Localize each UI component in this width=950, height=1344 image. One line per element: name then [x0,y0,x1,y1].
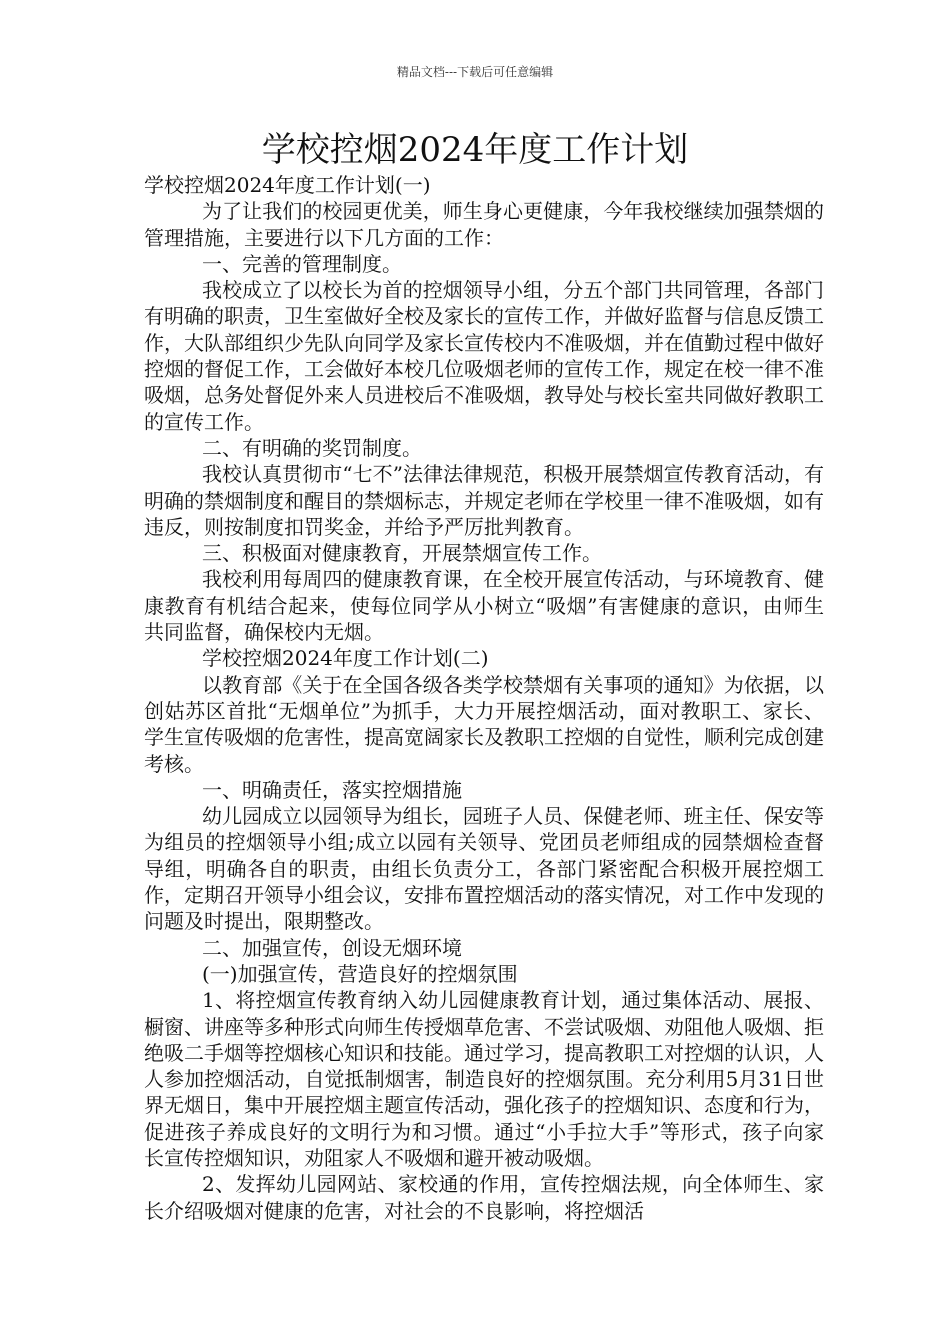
section-heading: 二、加强宣传，创设无烟环境 [202,935,462,960]
subtitle: 学校控烟2024年度工作计划(二) [202,646,489,671]
page-header: 精品文档---下载后可任意编辑 [396,65,554,79]
subsection-heading: (一)加强宣传，营造良好的控烟氛围 [202,961,518,986]
document-body [144,172,824,1224]
section-heading: 二、有明确的奖罚制度。 [202,435,422,460]
paragraph: 1、将控烟宣传教育纳入幼儿园健康教育计划，通过集体活动、展报、橱窗、讲座等多种形式向师生传授烟草危害、不尝试吸烟、劝阻他人吸烟、拒绝吸二手烟等控烟核心知识和技能。通过学习，提高教职工对控烟的认识，人人参加控烟活动，自觉抵制烟害，制造良好的控烟氛围。充分利用5月31日世界无烟日，集中开展控烟主题宣传活动，强化孩子的控烟知识、态度和行为，促进孩子养成良好的文明行为和习惯。通过“小手拉大手”等形式，孩子向家长宣传控烟知识，劝阻家人不吸烟和避开被动吸烟。 [144,988,824,1170]
paragraph: 幼儿园成立以园领导为组长，园班子人员、保健老师、班主任、保安等为组员的控烟领导小组;成立以园有关领导、党团员老师组成的园禁烟检查督导组，明确各自的职责，由组长负责分工，各部门紧密配合积极开展控烟工作，定期召开领导小组会议，安排布置控烟活动的落实情况，对工作中发现的问题及时提出，限期整改。 [144,804,824,934]
section-heading: 一、完善的管理制度。 [202,251,402,276]
paragraph: 以教育部《关于在全国各级各类学校禁烟有关事项的通知》为依据，以创姑苏区首批“无烟单位”为抓手，大力开展控烟活动，面对教职工、家长、学生宣传吸烟的危害性，提高宽阔家长及教职工控烟的自觉性，顺利完成创建考核。 [144,672,824,776]
paragraph: 我校成立了以校长为首的控烟领导小组，分五个部门共同管理，各部门有明确的职责，卫生室做好全校及家长的宣传工作，并做好监督与信息反馈工作，大队部组织少先队向同学及家长宣传校内不准吸烟，并在值勤过程中做好控烟的督促工作，工会做好本校几位吸烟老师的宣传工作，规定在校一律不准吸烟，总务处督促外来人员进校后不准吸烟，教导处与校长室共同做好教职工的宣传工作。 [144,278,824,434]
paragraph: 2、发挥幼儿园网站、家校通的作用，宣传控烟法规，向全体师生、家长介绍吸烟对健康的危害，对社会的不良影响，将控烟活 [144,1172,824,1223]
paragraph: 学校控烟2024年度工作计划(一) [144,173,431,197]
paragraph: 为了让我们的校园更优美，师生身心更健康，今年我校继续加强禁烟的管理措施，主要进行以下几方面的工作： [144,199,824,250]
document-title: 学校控烟2024年度工作计划 [261,130,689,170]
section-heading: 一、明确责任，落实控烟措施 [202,777,462,802]
section-heading: 三、积极面对健康教育，开展禁烟宣传工作。 [202,541,602,566]
paragraph: 我校利用每周四的健康教育课，在全校开展宣传活动，与环境教育、健康教育有机结合起来，使每位同学从小树立“吸烟”有害健康的意识，由师生共同监督，确保校内无烟。 [144,567,824,645]
paragraph: 我校认真贯彻市“七不”法律法律规范，积极开展禁烟宣传教育活动，有明确的禁烟制度和醒目的禁烟标志，并规定老师在学校里一律不准吸烟，如有违反，则按制度扣罚奖金，并给予严厉批判教育。 [144,462,824,539]
